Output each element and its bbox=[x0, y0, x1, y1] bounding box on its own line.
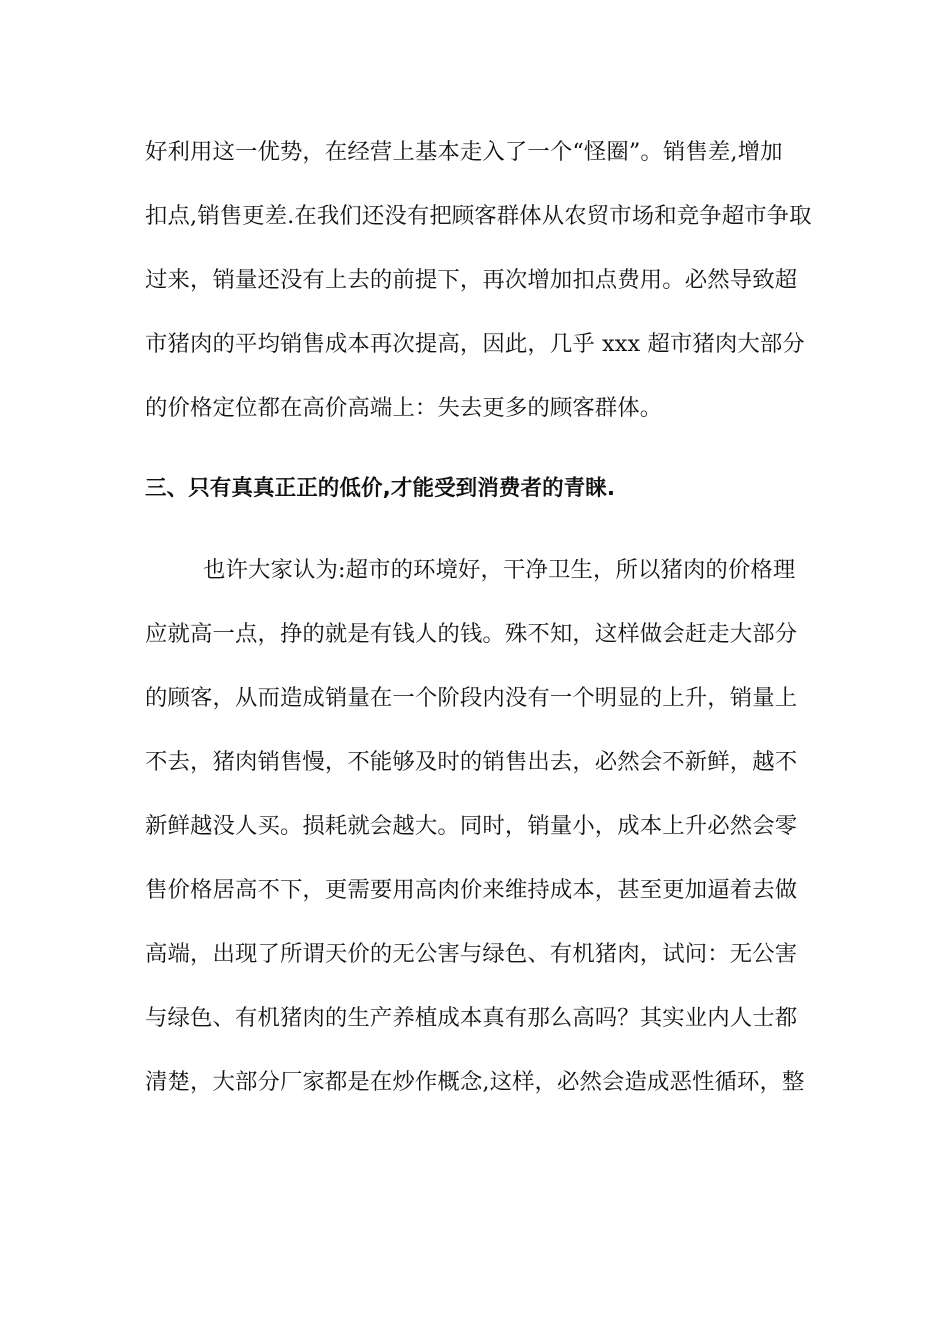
paragraph-2-line-8: 与绿色、有机猪肉的生产养植成本真有那么高吗？其实业内人士都 bbox=[145, 1005, 798, 1031]
paragraph-2-line-6: 售价格居高不下，更需要用高肉价来维持成本，甚至更加逼着去做 bbox=[145, 877, 798, 903]
paragraph-2-line-2: 应就高一点，挣的就是有钱人的钱。殊不知，这样做会赶走大部分 bbox=[145, 621, 798, 647]
paragraph-1-line-2: 扣点,销售更差.在我们还没有把顾客群体从农贸市场和竞争超市争取 bbox=[145, 203, 812, 229]
paragraph-1-line-5: 的价格定位都在高价高端上：失去更多的顾客群体。 bbox=[145, 395, 663, 421]
section-heading: 三、只有真真正正的低价,才能受到消费者的青睐. bbox=[145, 476, 616, 501]
paragraph-1-line-4: 市猪肉的平均销售成本再次提高，因此，几乎 xxx 超市猪肉大部分 bbox=[145, 331, 805, 357]
paragraph-2-line-3: 的顾客，从而造成销量在一个阶段内没有一个明显的上升，销量上 bbox=[145, 685, 798, 711]
paragraph-2-line-9: 清楚，大部分厂家都是在炒作概念,这样，必然会造成恶性循环，整 bbox=[145, 1069, 805, 1095]
paragraph-2-line-7: 高端，出现了所谓天价的无公害与绿色、有机猪肉，试问：无公害 bbox=[145, 941, 798, 967]
paragraph-2-line-5: 新鲜越没人买。损耗就会越大。同时，销量小，成本上升必然会零 bbox=[145, 813, 798, 839]
paragraph-2-line-4: 不去，猪肉销售慢，不能够及时的销售出去，必然会不新鲜，越不 bbox=[145, 749, 798, 775]
paragraph-2-line-1: 也许大家认为:超市的环境好，干净卫生，所以猪肉的价格理 bbox=[203, 557, 796, 583]
paragraph-1-line-1: 好利用这一优势，在经营上基本走入了一个“怪圈”。销售差,增加 bbox=[145, 139, 783, 165]
paragraph-1-line-3: 过来，销量还没有上去的前提下，再次增加扣点费用。必然导致超 bbox=[145, 267, 798, 293]
